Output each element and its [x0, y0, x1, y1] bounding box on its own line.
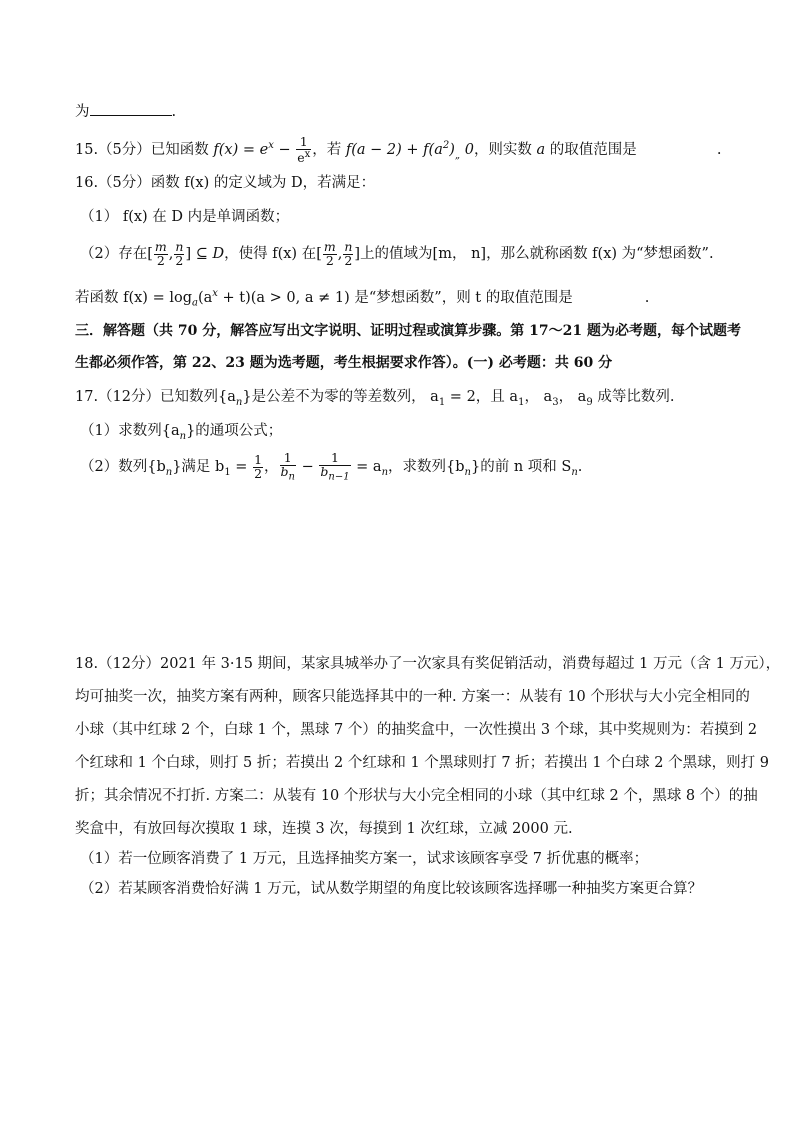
q17-part2-h: .	[577, 459, 583, 475]
question-15	[75, 136, 721, 164]
q16-ask-dot: .	[644, 289, 650, 306]
q17-part1-b: }的通项公式；	[186, 423, 283, 439]
question-17-part1: （1）求数列$\{a_n\}$的通项公式；	[80, 423, 283, 442]
q16-ask-c: + t)(a > 0, a ≠ 1) 是“梦想函数”，则 t 的取值范围是	[217, 289, 573, 306]
q17-part2-a: （2）数列{b	[80, 459, 166, 475]
q15-end: ，则实数	[473, 142, 537, 159]
q18-line: 18.（12分）2021 年 3·15 期间，某家具城举办了一次家具有奖促销活动，消费每超过 1 万元（含 1 万元），	[75, 656, 781, 672]
q18-line: 小球（其中红球 2 个，白球 1 个，黑球 7 个）的抽奖盒中，一次性摸出 3 个球，其中奖规则为：若摸到 2	[75, 722, 758, 738]
q15-mid: ，若	[312, 142, 346, 159]
q16-cond2-c: 上的值域为[m， n]，那么就称函数 f(x) 为“梦想函数”.	[360, 246, 714, 262]
q16-ask-a: 若函数 f(x) = log	[75, 289, 192, 306]
question-16-stem: 16.（5分）函数 f(x) 的定义域为 D，若满足：	[75, 175, 376, 191]
q17-stem-f: 成等比数列.	[592, 389, 675, 405]
q16-interval-2: [ $\frac{m}{2}$ , $\frac{n}{2}$ ]	[316, 239, 361, 268]
q17-stem-e: ， a	[558, 389, 587, 405]
q15-fraction: $\frac{1}{e^x}$	[297, 134, 311, 165]
q17-stem-d: ， a	[524, 389, 553, 405]
q18-line: 奖盒中，有放回每次摸取 1 球，连摸 3 次，每摸到 1 次红球，立减 2000 元.	[75, 821, 573, 837]
q17-part2-e: = a	[351, 459, 382, 475]
q14-prefix: 为	[75, 104, 90, 120]
q14-suffix: .	[171, 104, 177, 120]
q18-line: 个红球和 1 个白球，则打 5 折；若摸出 2 个红球和 1 个黑球则打 7 折；若摸出 1 个白球 2 个黑球，则打 9	[75, 755, 769, 771]
q14-tail	[75, 103, 176, 121]
q16-ask-b: (a	[197, 289, 213, 306]
question-16-cond2	[80, 241, 714, 267]
q15-number: 15.（5分）已知函数	[75, 142, 214, 159]
q17-stem-b: }是公差不为零的等差数列， a	[242, 389, 439, 405]
q17-stem-c: = 2，且 a	[445, 389, 519, 405]
q16-interval-1: [ $\frac{m}{2}$ , $\frac{n}{2}$ ] ⊆ D	[147, 239, 225, 268]
answer-blank	[90, 103, 172, 116]
q16-cond2-b: ，使得 f(x) 在	[224, 246, 317, 262]
question-17-part2: （2）数列$\{b_n\}$满足 $b_1$ = $\frac{1}{2}$ ， $\frac{1}{b_n}$ − $\frac{1}{b_{n-1}}$ = $a_n$，求数列$\{b_n\}$的前 n 项和 $S_n$.	[80, 450, 583, 482]
question-17-stem: 17.（12分）已知数列$\{a_n\}$是公差不为零的等差数列， $a_1 = 2$，且 $a_1$， $a_3$， $a_9$ 成等比数列.	[75, 389, 675, 408]
q15-dot: .	[716, 142, 722, 159]
question-16-ask: 若函数 $f(x) = \log_a(a^x + t)(a > 0$, a ≠ 1) 是“梦想函数”，则 t 的取值范围是 .	[75, 288, 650, 309]
question-18-part2: （2）若某顾客消费恰好满 1 万元，试从数学期望的角度比较该顾客选择哪一种抽奖方案更合算？	[80, 881, 703, 897]
q17-part2-b: }满足 b	[172, 459, 225, 475]
q17-part2-f: ，求数列{b	[388, 459, 465, 475]
q17-part2-d: ，	[264, 459, 279, 475]
q17-part2-c: =	[230, 459, 253, 475]
q16-cond2-a: （2）存在	[80, 246, 148, 262]
section3-line2: 生都必须作答，第 22、23 题为选考题，考生根据要求作答）。(一) 必考题：共 60 分	[75, 355, 613, 371]
q17-stem-a: 17.（12分）已知数列{a	[75, 389, 236, 405]
q17-frac-bn: $\frac{1}{b_n}$	[280, 450, 295, 482]
q15-tail: 的取值范围是	[545, 142, 637, 159]
q15-formula-f: $f(x) = e^x$ −	[213, 140, 296, 159]
q17-part1-a: （1）求数列{a	[80, 423, 180, 439]
q17-frac-bn1: $\frac{1}{b_{n-1}}$	[320, 450, 350, 482]
question-18-body	[75, 648, 781, 846]
question-18-part1: （1）若一位顾客消费了 1 万元，且选择抽奖方案一，试求该顾客享受 7 折优惠的概率；	[80, 851, 649, 867]
question-16-cond1: （1） f(x) 在 D 内是单调函数；	[80, 209, 290, 225]
q18-line: 均可抽奖一次，抽奖方案有两种，顾客只能选择其中的一种. 方案一：从装有 10 个形状与大小完全相同的	[75, 689, 750, 705]
q17-frac-half: $\frac{1}{2}$	[254, 452, 263, 481]
q17-part2-g: }的前 n 项和 S	[471, 459, 572, 475]
section3-line1: 三．解答题（共 70 分，解答应写出文字说明、证明过程或演算步骤。第 17～21 题为必考题，每个试题考	[75, 323, 741, 339]
q15-var: a	[536, 142, 546, 159]
q18-line: 折；其余情况不打折. 方案二：从装有 10 个形状与大小完全相同的小球（其中红球 2 个，黑球 8 个）的抽	[75, 788, 758, 804]
q15-inequality: $f(a - 2) + f(a^2)_„$ 0	[345, 140, 474, 161]
